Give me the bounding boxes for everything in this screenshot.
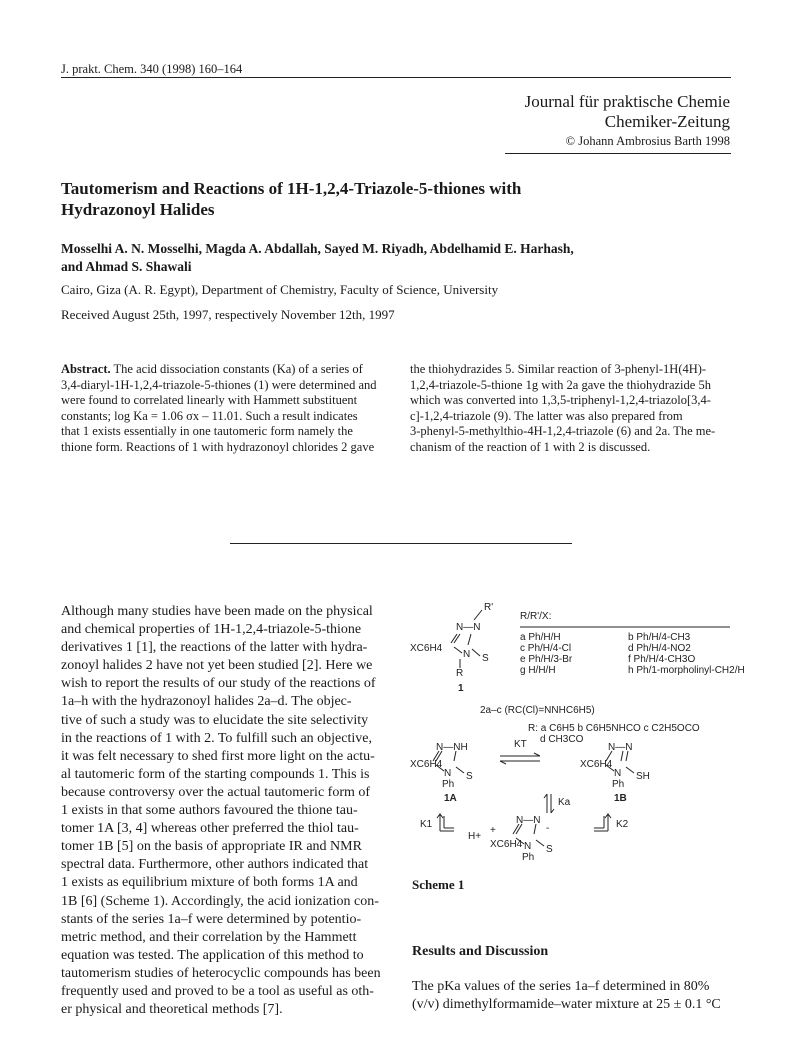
thiol-sh: SH [636, 771, 650, 782]
body-line: equation was tested. The application of this method to [61, 947, 364, 963]
aryl-label: XC6H4 [580, 759, 613, 770]
substituent-header: R/R'/X: [520, 611, 552, 622]
scheme-1-figure [410, 601, 745, 891]
affiliation: Cairo, Giza (A. R. Egypt), Department of Chemistry, Faculty of Science, University [61, 282, 499, 297]
thione-s: S [482, 653, 489, 664]
abstract-right-column [410, 362, 733, 456]
title-line-2: Hydrazonoyl Halides [61, 200, 215, 219]
abstract-line: 3-phenyl-5-methylthio-4H-1,2,4-triazole (6) and 2a. The me- [410, 424, 716, 439]
ring-n: N [614, 768, 622, 779]
substituent-item: e Ph/H/3-Br [520, 654, 573, 665]
journal-subtitle: Chemiker-Zeitung [604, 112, 730, 131]
authors-line-1: Mosselhi A. N. Mosselhi, Magda A. Abdallah, Sayed M. Riyadh, Abdelhamid E. Harhash, [61, 241, 574, 256]
body-line: spectral data. Furthermore, other authors indicated that [61, 857, 369, 873]
body-line: The pKa values of the series 1a–f determined in 80% [412, 979, 710, 994]
ring-n: N [463, 649, 471, 660]
journal-name-block [525, 92, 730, 132]
header-rule [61, 77, 731, 78]
ring-n-n: N—N [516, 815, 541, 826]
reagent-label: 2a–c (RC(Cl)=NNHC6H5) [480, 705, 595, 716]
anion-charge: - [546, 823, 550, 834]
plus-sign: + [490, 825, 496, 836]
results-paragraph [412, 978, 732, 1014]
received-dates: Received August 25th, 1997, respectively November 12th, 1997 [61, 307, 395, 322]
phenyl-label: Ph [612, 779, 625, 790]
abstract-line: 3,4-diaryl-1H-1,2,4-triazole-5-thiones (1) were determined and [61, 377, 377, 392]
body-line: metric method, and their correlation by the Hammett [61, 929, 357, 945]
abstract-line: The acid dissociation constants (Ka) of a series of [110, 362, 363, 376]
abstract-line: which was converted into 1,3,5-triphenyl-1,2,4-triazolo[3,4- [410, 393, 711, 408]
reagent-r-list: d CH3CO [540, 734, 584, 745]
aryl-label: XC6H4 [410, 759, 443, 770]
tautomer-1b-label: 1B [614, 793, 627, 804]
body-line: derivatives 1 [1], the reactions of the latter with hydra- [61, 640, 368, 656]
body-line: er physical and theoretical methods [7]. [61, 1002, 283, 1018]
body-line: wish to report the results of our study of the reactions of [61, 676, 376, 692]
substituent-item: h Ph/1-morpholinyl-CH2/H [628, 665, 745, 676]
section-heading: Results and Discussion [412, 944, 549, 959]
article-title [61, 178, 681, 220]
ka-constant: Ka [558, 797, 571, 808]
substituent-item: a Ph/H/H [520, 632, 561, 643]
authors-line-2: and Ahmad S. Shawali [61, 259, 192, 274]
substituent-item: c Ph/H/4-Cl [520, 643, 572, 654]
thione-s: S [466, 771, 473, 782]
r-prime-label: R' [484, 602, 494, 613]
ring-n-n: N—N [608, 742, 633, 753]
ring-n-nh: N—NH [436, 742, 468, 753]
substituent-item: d Ph/H/4-NO2 [628, 643, 691, 654]
section-divider [230, 543, 572, 544]
body-line: zonoyl halides 2 have not yet been studied [2]. Here we [61, 658, 373, 674]
thiolate-s: S [546, 844, 553, 855]
running-head: J. prakt. Chem. 340 (1998) 160–164 [61, 62, 243, 76]
body-line: tive of such a study was to elucidate the site selectivity [61, 712, 369, 728]
substituent-item: b Ph/H/4-CH3 [628, 632, 691, 643]
body-line: because controversy over the actual tautomeric form of [61, 784, 371, 800]
abstract-line: chanism of the reaction of 1 with 2 is discussed. [410, 439, 651, 454]
body-line: 1a–h with the hydrazonoyl halides 2a–d. The objec- [61, 694, 352, 710]
substituent-item: g H/H/H [520, 665, 556, 676]
body-line: stants of the series 1a–f were determined by potentio- [61, 911, 362, 927]
body-line: and chemical properties of 1H-1,2,4-triazole-5-thione [61, 622, 362, 638]
body-line: frequently used and proved to be a tool as useful as oth- [61, 983, 374, 999]
ring-n: N [444, 768, 452, 779]
ring-n-n: N—N [456, 622, 481, 633]
abstract-line: that 1 exists essentially in one tautomeric form namely the [61, 424, 353, 439]
copyright-notice: © Johann Ambrosius Barth 1998 [565, 134, 730, 148]
kt-constant: KT [514, 739, 527, 750]
aryl-label: XC6H4 [490, 839, 523, 850]
aryl-label: XC6H4 [410, 643, 443, 654]
substituent-item: f Ph/H/4-CH3O [628, 654, 696, 665]
journal-rule [505, 153, 731, 154]
ring-n: N [524, 841, 532, 852]
body-line: 1 exists in that some authors favoured the thione tau- [61, 803, 358, 819]
body-line: 1 exists as equilibrium mixture of both forms 1A and [61, 875, 358, 891]
body-line: Although many studies have been made on the physical [61, 604, 373, 619]
journal-name: Journal für praktische Chemie [524, 92, 730, 111]
author-list [61, 240, 721, 276]
body-line: tomer 1A [3, 4] whereas other preferred the thiol tau- [61, 821, 359, 837]
body-line: al tautomeric form of the starting compounds 1. This is [61, 766, 370, 782]
compound-1-label: 1 [458, 683, 464, 694]
phenyl-label: Ph [442, 779, 455, 790]
intro-paragraph [61, 603, 388, 1019]
abstract-line: thione form. Reactions of 1 with hydrazonoyl chlorides 2 gave [61, 439, 375, 454]
phenyl-label: Ph [522, 852, 535, 863]
proton-label: H+ [468, 831, 482, 842]
abstract-line: constants; log Ka = 1.06 σx – 11.01. Such a result indicates [61, 408, 358, 423]
abstract-label: Abstract. [61, 362, 111, 376]
body-line: (v/v) dimethylformamide–water mixture at 25 ± 0.1 °C [412, 997, 721, 1013]
body-line: it was felt necessary to shed first more light on the actu- [61, 748, 375, 764]
title-line-1: Tautomerism and Reactions of 1H-1,2,4-Triazole-5-thiones with [61, 179, 522, 198]
body-line: 1B [6] (Scheme 1). Accordingly, the acid ionization con- [61, 893, 379, 909]
body-line: tomer 1B [5] on the basis of appropriate IR and NMR [61, 839, 362, 855]
abstract-line: were found to correlated linearly with Hammett substituent [61, 393, 358, 408]
abstract-line: 1,2,4-triazole-5-thione 1g with 2a gave the thiohydrazide 5h [410, 377, 711, 392]
k1-constant: K1 [420, 819, 433, 830]
scheme-caption: Scheme 1 [412, 877, 465, 892]
abstract-left-column [61, 362, 384, 456]
body-line: in the reactions of 1 with 2. To fulfill such an objective, [61, 730, 372, 746]
tautomer-1a-label: 1A [444, 793, 457, 804]
r-label: R [456, 668, 464, 679]
k2-constant: K2 [616, 819, 629, 830]
abstract-line: the thiohydrazides 5. Similar reaction of 3-phenyl-1H(4H)- [410, 362, 707, 376]
body-line: tautomerism studies of heterocyclic compounds has been [61, 965, 381, 981]
reagent-r-list: R: a C6H5 b C6H5NHCO c C2H5OCO [528, 723, 700, 734]
abstract-line: c]-1,2,4-triazole (9). The latter was also prepared from [410, 408, 683, 423]
